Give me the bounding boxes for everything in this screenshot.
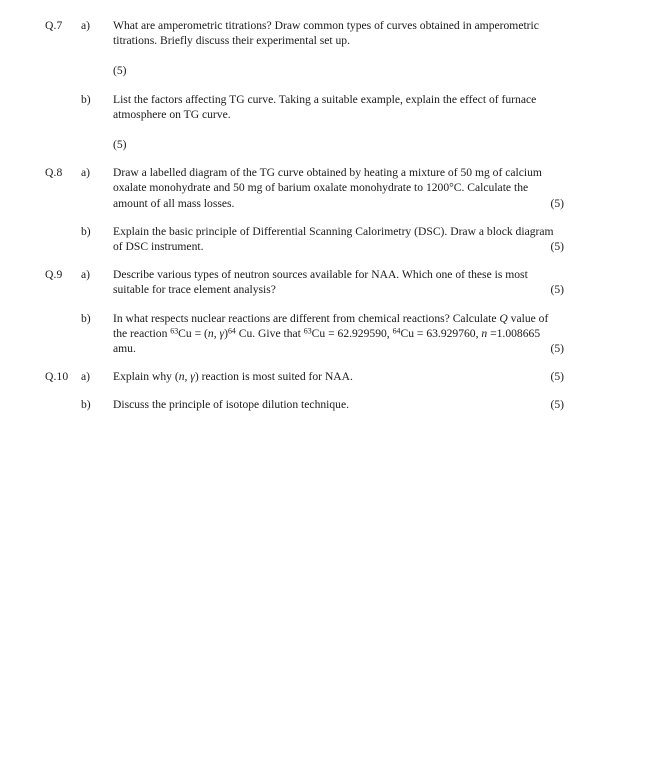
question-group-q10 — [0, 369, 660, 412]
text-run: ) — [224, 326, 228, 340]
question-number: Q.10 — [45, 370, 69, 384]
part-body — [113, 18, 660, 79]
italic-text: n — [207, 326, 214, 340]
part-body — [113, 224, 660, 254]
question-text — [113, 369, 560, 384]
question-group-q8 — [0, 165, 660, 254]
superscript: 63 — [170, 326, 179, 336]
question-text — [113, 311, 560, 357]
question-part — [0, 18, 660, 79]
part-body — [113, 397, 660, 412]
marks: (5) — [550, 240, 564, 254]
marks: (5) — [550, 283, 564, 297]
text-run: Cu. Give that — [235, 326, 304, 340]
italic-text: γ — [190, 370, 195, 384]
text-run: Cu = ( — [178, 326, 208, 340]
superscript: 64 — [392, 326, 401, 336]
part-body — [113, 311, 660, 357]
question-text: Discuss the principle of isotope dilution technique. — [113, 398, 350, 412]
part-label: a) — [81, 166, 91, 180]
part-label: b) — [81, 311, 91, 325]
question-part — [0, 165, 660, 211]
text-run: value of the reaction — [113, 311, 549, 340]
part-body — [113, 369, 660, 384]
question-part — [0, 311, 660, 357]
marks: (5) — [113, 64, 127, 78]
italic-text: Q — [499, 311, 508, 325]
part-body — [113, 92, 660, 153]
question-text: List the factors affecting TG curve. Taking a suitable example, explain the effect of furnace atmosphere on TG curve. — [113, 92, 537, 121]
part-label: a) — [81, 19, 91, 32]
question-text: Describe various types of neutron sources available for NAA. Which one of these is most suitable for trace element analysis? — [113, 268, 528, 297]
question-group-q7 — [0, 18, 660, 152]
superscript: 64 — [227, 326, 236, 336]
superscript: 63 — [303, 326, 312, 336]
part-body — [113, 165, 660, 211]
question-part — [0, 267, 660, 297]
text-run: ) reaction is most suited for NAA. — [194, 370, 353, 384]
question-text: Explain the basic principle of Differential Scanning Calorimetry (DSC). Draw a block diagram of DSC instrument. — [113, 224, 554, 254]
question-text: Draw a labelled diagram of the TG curve obtained by heating a mixture of 50 mg of calcium oxalate monohydrate and 50 mg of barium oxalate monohydrate to 1200°C. Calculate the amount of all mass losses. — [113, 166, 542, 210]
question-text: What are amperometric titrations? Draw common types of curves obtained in amperometric titrations. Briefly discuss their experimental set up. — [113, 19, 539, 48]
question-part — [0, 92, 660, 153]
text-run: =1.008665 amu. — [113, 326, 541, 356]
question-part — [0, 397, 660, 412]
question-number: Q.9 — [45, 268, 63, 282]
question-part — [0, 224, 660, 254]
italic-text: γ — [219, 326, 225, 340]
text-run: , — [213, 326, 220, 340]
marks: (5) — [550, 398, 564, 412]
part-label: b) — [81, 224, 91, 238]
marks: (5) — [550, 370, 564, 384]
italic-text: n — [481, 326, 488, 340]
part-label: a) — [81, 370, 91, 384]
text-run: , — [184, 370, 191, 384]
text-run: Cu = 63.929760, — [400, 326, 482, 340]
text-run: Cu = 62.929590, — [311, 326, 393, 340]
marks: (5) — [550, 342, 564, 356]
question-number: Q.8 — [45, 166, 63, 180]
part-label: b) — [81, 398, 91, 412]
question-group-q9 — [0, 267, 660, 356]
text-run: In what respects nuclear reactions are different from chemical reactions? Calculate — [113, 311, 500, 325]
text-run: Explain why ( — [113, 370, 179, 384]
question-part — [0, 369, 660, 384]
part-label: a) — [81, 268, 91, 282]
italic-text: n — [178, 370, 185, 384]
question-number: Q.7 — [45, 19, 63, 32]
marks: (5) — [550, 196, 564, 210]
question-list — [0, 18, 660, 426]
part-body — [113, 267, 660, 297]
part-label: b) — [81, 92, 91, 106]
marks: (5) — [113, 138, 127, 152]
